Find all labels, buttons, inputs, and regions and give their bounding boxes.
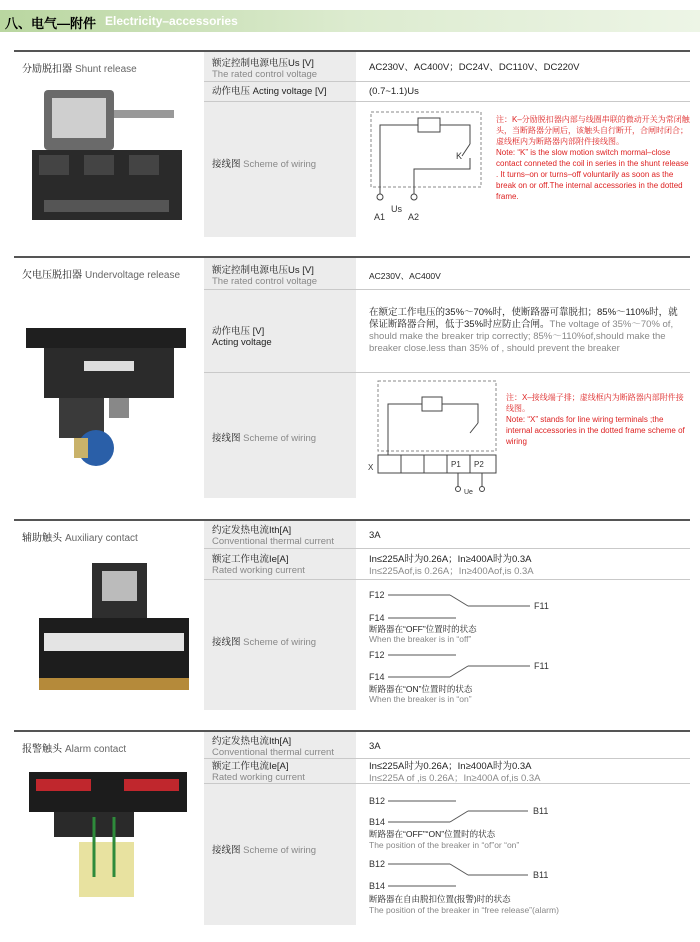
- shunt-note: 注：K–分励脱扣器内部与线圈串联的微动开关为常闭触头，当断路器分闸后，该触头自行断开，合闸时闭合；虚线框内为断路器内部附件接线图。 Note: “K” is the slow motion switch mormal–close contact conneted the coil in series in the shunt release . It turns–on or turns–off voluntarily as soon as the break on or off.The internal accessories in the dotted frame.: [496, 115, 690, 201]
- wiring-a2-label: A2: [408, 212, 420, 222]
- auxiliary-contact-section: [14, 519, 690, 710]
- wiring-k-label: K: [456, 151, 463, 161]
- shunt-title: 分励脱扣器 Shunt release: [22, 64, 137, 75]
- header-title-en: Electricity–accessories: [105, 14, 238, 28]
- aux-working-current-value: In≤225A时为0.26A；In≥400A时为0.3A In≤225Aof,is 0.26A；In≥400Aof,is 0.3A: [369, 554, 534, 577]
- shunt-release-section: [14, 50, 690, 237]
- row-divider: [204, 372, 690, 373]
- undervoltage-release-section: [14, 256, 690, 498]
- alarm-working-current-label: 额定工作电流Ie[A] Rated working current: [212, 761, 305, 783]
- wiring-p1-label: P1: [451, 460, 461, 469]
- aux-thermal-current-value: 3A: [369, 530, 381, 541]
- alarm-working-current-value: In≤225A时为0.26A；In≥400A时为0.3A In≤225A of ,is 0.26A；In≥400A of,is 0.3A: [369, 761, 541, 784]
- under-label-column: [204, 258, 356, 498]
- alarm-thermal-current-value: 3A: [369, 741, 381, 752]
- wiring-x-label: X: [368, 463, 374, 472]
- section-header: [0, 10, 700, 32]
- f11-label: F11: [534, 601, 549, 611]
- aux-thermal-current-label: 约定发热电流Ith[A] Conventional thermal current: [212, 525, 334, 547]
- under-acting-voltage-value: 在额定工作电压的35%～70%时，使断路器可靠脱扣；85%～110%时，就保证断路器合闸，低于35%时应防止合闸。The voltage of 35%～70% of, should make the breaker trip correctly; 85%～110%of,should make the breaker close.less than 35% of , should prevent the breaker: [369, 307, 678, 354]
- alarm-s2-caption-cn: 断路器在自由脱扣位置(报警)时的状态: [369, 894, 511, 904]
- alarm-title: 报警触头 Alarm contact: [22, 744, 127, 755]
- b11-label: B11: [533, 870, 549, 880]
- aux-wiring-label: 接线图 Scheme of wiring: [212, 637, 317, 648]
- shunt-acting-voltage-value: (0.7~1.1)Us: [369, 86, 419, 97]
- f12-label: F12: [369, 650, 385, 660]
- under-wiring-label: 接线图 Scheme of wiring: [212, 433, 317, 444]
- shunt-acting-voltage-label: 动作电压 Acting voltage [V]: [212, 86, 327, 97]
- under-left-panel: [14, 258, 197, 498]
- wiring-a1-label: A1: [374, 212, 386, 222]
- f14-label: F14: [369, 672, 385, 682]
- alarm-wiring-label: 接线图 Scheme of wiring: [212, 845, 317, 856]
- row-divider: [204, 289, 690, 290]
- aux-off-caption-cn: 断路器在“OFF”位置时的状态: [369, 624, 477, 634]
- alarm-thermal-current-label: 约定发热电流Ith[A] Conventional thermal current: [212, 736, 334, 758]
- shunt-left-panel: [14, 52, 197, 237]
- auxiliary-contact-photo: [24, 553, 189, 703]
- f11-label: F11: [534, 661, 549, 671]
- shunt-wiring-label: 接线图 Scheme of wiring: [212, 159, 317, 170]
- shunt-rated-voltage-label: 额定控制电源电压Us [V] The rated control voltage: [212, 58, 318, 80]
- row-divider: [204, 81, 690, 82]
- alarm-s1-caption-cn: 断路器在“OFF”“ON”位置时的状态: [369, 829, 496, 839]
- alarm-s2-caption-en: The position of the breaker in “free release”(alarm): [369, 905, 559, 915]
- alarm-left-panel: [14, 732, 197, 925]
- aux-wiring-diagram: [358, 582, 608, 707]
- b12-label: B12: [369, 859, 386, 869]
- alarm-contact-section: [14, 730, 690, 925]
- wiring-ue-label: Ue: [464, 489, 473, 495]
- alarm-contact-photo: [24, 757, 189, 922]
- under-rated-voltage-value: AC230V、AC400V: [369, 271, 441, 281]
- aux-label-column: [204, 521, 356, 710]
- b11-label: B11: [533, 806, 549, 816]
- row-divider: [204, 548, 690, 549]
- under-acting-voltage-label: 动作电压 [V] Acting voltage: [212, 326, 272, 348]
- wiring-us-label: Us: [391, 204, 402, 214]
- undervoltage-release-photo: [24, 313, 189, 488]
- aux-left-panel: [14, 521, 197, 710]
- aux-on-caption-en: When the breaker is in “on”: [369, 694, 472, 704]
- aux-on-caption-cn: 断路器在“ON”位置时的状态: [369, 684, 473, 694]
- under-wiring-diagram: [358, 375, 498, 495]
- under-title: 欠电压脱扣器 Undervoltage release: [22, 270, 181, 281]
- wiring-p2-label: P2: [474, 460, 484, 469]
- f14-label: F14: [369, 613, 385, 623]
- under-note: 注：X–接线端子排；虚线框内为断路器内部附件接线图。 Note: “X” stands for line wiring terminals ;the internal accessories in the dotted frame scheme of wiring: [506, 393, 685, 446]
- b14-label: B14: [369, 881, 386, 891]
- row-divider: [204, 101, 690, 102]
- under-rated-voltage-label: 额定控制电源电压Us [V] The rated control voltage: [212, 265, 318, 287]
- header-title-cn: 八、电气—附件: [5, 16, 97, 31]
- b12-label: B12: [369, 796, 386, 806]
- row-divider: [204, 579, 690, 580]
- f12-label: F12: [369, 590, 385, 600]
- shunt-rated-voltage-value: AC230V、AC400V；DC24V、DC110V、DC220V: [369, 62, 580, 73]
- b14-label: B14: [369, 817, 386, 827]
- row-divider: [204, 758, 690, 759]
- alarm-wiring-diagram: [358, 786, 608, 922]
- shunt-wiring-diagram: [358, 104, 488, 234]
- aux-title: 辅助触头 Auxiliary contact: [22, 533, 138, 544]
- shunt-release-photo: [24, 80, 189, 230]
- alarm-s1-caption-en: The position of the breaker in “of”or “on”: [369, 840, 520, 850]
- aux-off-caption-en: When the breaker is in “off”: [369, 634, 472, 644]
- aux-working-current-label: 额定工作电流Ie[A] Rated working current: [212, 554, 305, 576]
